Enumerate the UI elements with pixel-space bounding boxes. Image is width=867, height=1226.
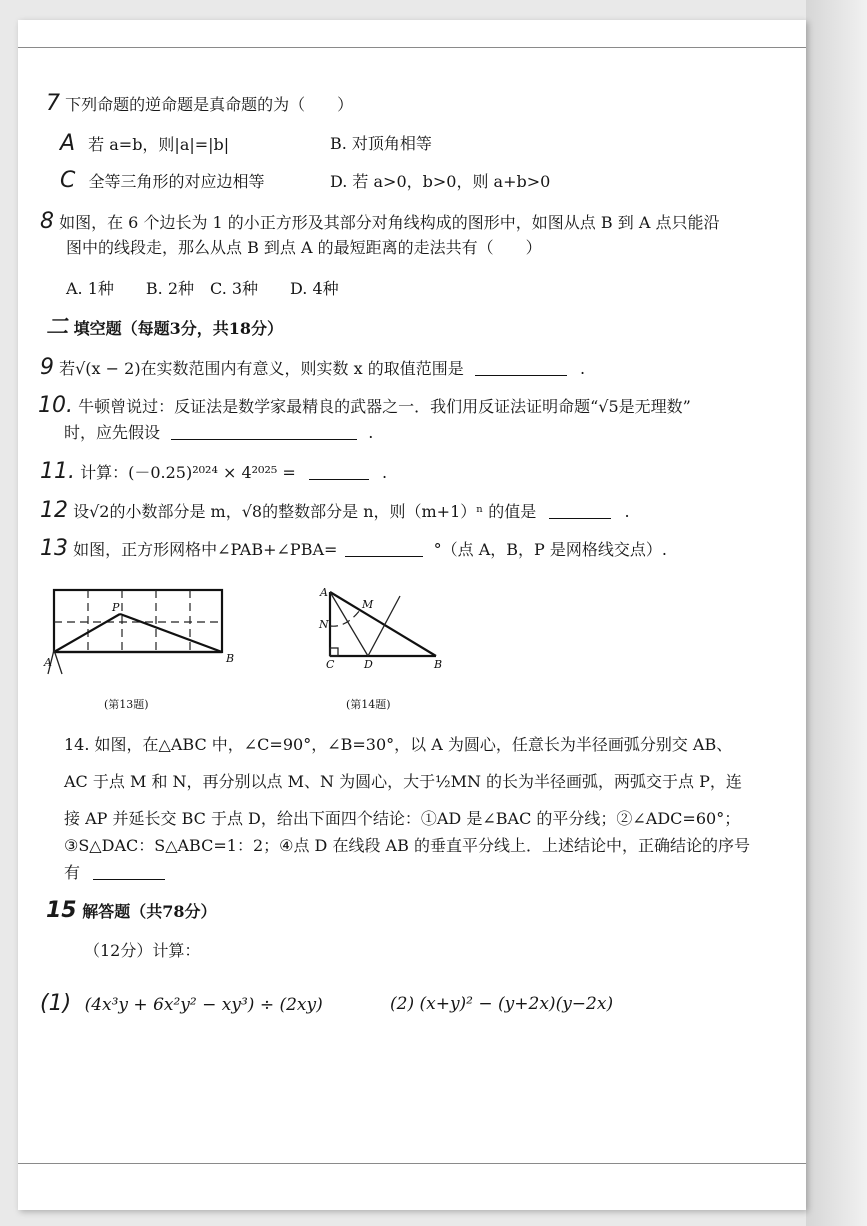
bottom-rule [18,1163,806,1164]
q10-line1 [38,393,691,418]
q12-number: 12 [40,498,68,523]
fig14-label-n: N [319,618,329,631]
fig13-caption: (第13题) [104,698,149,711]
fig14-caption: (第14题) [346,698,391,711]
q14-line4: ③S△DAC：S△ABC=1：2；④点 D 在线段 AB 的垂直平分线上．上述结论中，正确结论的序号 [64,836,750,855]
fig13-segment-ap [54,614,120,652]
section3-mark: 15 [46,898,77,923]
q7-option-c-text: 全等三角形的对应边相等 [88,172,265,191]
q12 [40,498,630,523]
q12-end: . [624,502,630,521]
section3-title: 解答题（共78分） [82,902,217,921]
q10-answer-blank[interactable] [171,423,357,440]
q9-text: 若√(x − 2)在实数范围内有意义，则实数 x 的取值范围是 [59,359,464,378]
fig14-label-d: D [364,658,373,671]
q9 [40,355,586,380]
top-rule [18,47,806,48]
fig14-label-a: A [320,586,328,599]
fig14-label-c: C [326,658,335,671]
q15-points: （12分）计算： [84,941,201,960]
q8-number: 8 [40,209,54,234]
fig13-label-a: A [44,656,52,669]
fig14-label-b: B [434,658,443,671]
page-edge-shadow [806,0,867,1226]
q13-number: 13 [40,536,68,561]
q8-line2: 图中的线段走，那么从点 B 到点 A 的最短距离的走法共有（ ） [66,238,542,257]
q10-line2 [64,423,373,443]
fig13-segment-pb [120,614,222,652]
q7-option-c-mark: C [60,168,76,193]
q15-part1-mark: (1) [40,991,72,1016]
q15-part2: (2) (x+y)² − (y+2x)(y−2x) [390,994,614,1014]
q10-line2-text: 时，应先假设 [64,423,161,442]
q11-number: 11. [40,459,75,484]
section3-heading [46,898,217,923]
q10-end: . [368,423,374,442]
figure-13 [40,584,245,680]
q7-stem-text: 下列命题的逆命题是真命题的为（ ） [65,95,354,114]
section2-title: 填空题（每题3分，共18分） [73,319,283,338]
q8-line1 [40,209,720,234]
q13 [40,536,667,561]
q13-text: 如图，正方形网格中∠PAB+∠PBA= [73,540,338,559]
q11-answer-blank[interactable] [309,463,369,480]
q8-line1-text: 如图，在 6 个边长为 1 的小正方形及其部分对角线构成的图形中，如图从点 B 到 A 点只能沿 [59,213,720,232]
section2-mark: 二 [46,315,69,340]
q11 [40,459,388,484]
figure-14 [316,582,456,672]
section2-heading [46,315,283,340]
q7-stem [46,91,354,116]
q12-text: 设√2的小数部分是 m，√8的整数部分是 n，则（m+1）ⁿ 的值是 [73,502,537,521]
q14-line5-text: 有 [64,863,81,882]
q13-end: °（点 A，B，P 是网格线交点）. [433,540,667,559]
fig14-side-ab [330,592,436,656]
fig14-label-m: M [362,598,374,611]
q8-options: A. 1种 B. 2种 C. 3种 D. 4种 [66,279,339,298]
q14-answer-blank[interactable] [93,863,165,880]
q11-end: . [381,463,388,482]
q14-line2: AC 于点 M 和 N，再分别以点 M、N 为圆心，大于½MN 的长为半径画弧，两弧交于点 P，连 [64,772,742,791]
q7-option-a-mark: A [60,131,76,156]
q7-number: 7 [46,91,60,116]
q10-line1-text: 牛顿曾说过：反证法是数学家最精良的武器之一．我们用反证法证明命题“√5是无理数” [78,397,691,416]
q7-option-a-text: 若 a=b，则|a|=|b| [88,135,230,154]
q15-part1 [40,991,323,1016]
q14-line1: 14. 如图，在△ABC 中，∠C=90°，∠B=30°，以 A 为圆心，任意长为半径画弧分别交 AB、 [64,735,733,754]
q10-number: 10. [38,393,73,418]
fig14-right-angle [330,648,338,656]
q9-end: . [579,359,586,378]
fig13-label-p: P [112,601,120,614]
q7-option-a [60,131,230,156]
q7-option-c [60,168,265,193]
q9-answer-blank[interactable] [475,359,567,376]
q15-part1-expr: (4x³y + 6x²y² − xy³) ÷ (2xy) [84,995,323,1015]
q11-text: 计算：(－0.25)²⁰²⁴ × 4²⁰²⁵ = [80,463,296,482]
q14-line3: 接 AP 并延长交 BC 于点 D，给出下面四个结论：①AD 是∠BAC 的平分线；②∠ADC=60°； [64,809,741,828]
q14-line5 [64,863,165,883]
q7-option-b: B. 对顶角相等 [330,134,432,153]
q13-answer-blank[interactable] [345,540,423,557]
q9-number: 9 [40,355,54,380]
q7-option-d: D. 若 a>0，b>0，则 a+b>0 [330,172,551,191]
q12-answer-blank[interactable] [549,502,611,519]
fig13-label-b: B [226,652,235,665]
